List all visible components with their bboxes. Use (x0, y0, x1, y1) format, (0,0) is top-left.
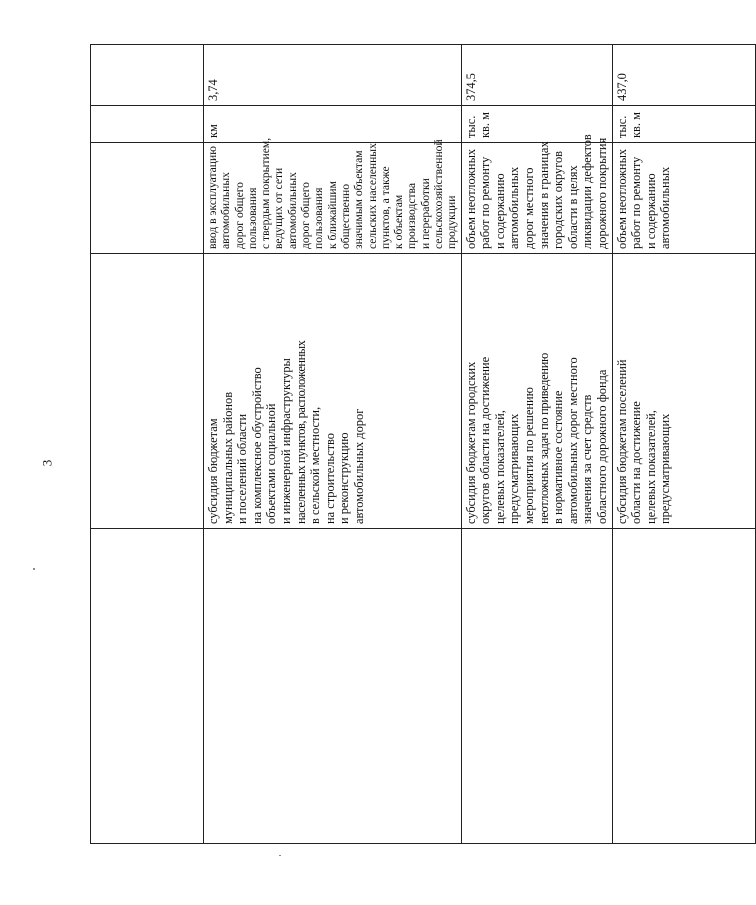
blank-cell (612, 529, 755, 844)
description-cell (612, 254, 755, 529)
text-line: и поселений области (235, 413, 250, 524)
text-line: объем неотложных (614, 148, 629, 249)
text-line: значимым объектам (352, 150, 366, 249)
text-line: на комплексное обустройство (249, 367, 264, 524)
unit-cell: км (204, 106, 462, 143)
scan-speck (33, 568, 35, 570)
text-line: работ по ремонту (629, 156, 644, 249)
text-line: области на достижение (629, 401, 644, 524)
text-line: городских округов (551, 150, 566, 249)
text-line: субсидия бюджетам городских (463, 361, 478, 524)
text-line: населенных пунктов, расположенных (293, 340, 308, 524)
text-line: мероприятия по решению (522, 387, 537, 524)
text-line: работ по ремонту (478, 156, 493, 249)
text-line: дорог общего (232, 182, 246, 249)
text-line: дорожного покрытия (594, 137, 609, 249)
blank-top-row (91, 45, 204, 844)
text-line: и переработки (418, 178, 432, 249)
text-line: автомобильных дорог местного (565, 357, 580, 524)
value-cell: 437,0 (612, 45, 755, 106)
text-line: субсидия бюджетам поселений (614, 359, 629, 524)
text-line: к ближайшим (325, 181, 339, 249)
text-line: автомобильных (658, 166, 673, 249)
text-line: и содержанию (643, 173, 658, 249)
text-line: дорог местного (522, 167, 537, 249)
text-line: ведущих от сети (272, 167, 286, 249)
value-cell: 3,74 (204, 45, 462, 106)
blank-cell (91, 529, 204, 844)
description-cell (204, 254, 462, 529)
text-line: предусматривающих (507, 413, 522, 524)
indicator-cell (204, 137, 462, 254)
blank-cell (91, 106, 204, 143)
text-line: пользования (245, 187, 259, 249)
text-line: сельскохозяйственной (432, 139, 446, 249)
text-line: дорог общего (299, 182, 313, 249)
text-line: ввод в эксплуатацию (206, 146, 219, 249)
text-line: областного дорожного фонда (594, 369, 609, 524)
text-line: и содержанию (492, 173, 507, 249)
blank-cell (461, 529, 612, 844)
text-line: и реконструкцию (337, 432, 352, 524)
value-cell: 374,5 (461, 45, 612, 106)
text-line: целевых показателей, (492, 410, 507, 524)
text-line: муниципальных районов (220, 391, 235, 524)
table-row (461, 45, 612, 844)
rotated-table-wrapper (90, 44, 673, 844)
text-line: и инженерной инфраструктуры (278, 358, 293, 524)
text-line: общественно (338, 183, 352, 249)
text-line: объектами социальной (264, 403, 279, 524)
text-line: автомобильных (285, 172, 299, 249)
unit-cell: тыс. кв. м (461, 106, 612, 143)
table-row (204, 45, 462, 844)
text-line: значения в границах (536, 141, 551, 249)
text-line: автомобильных дорог (351, 408, 366, 524)
text-line: в сельской местности, (308, 406, 323, 524)
indicator-cell (612, 143, 755, 254)
scan-speck (279, 855, 281, 856)
text-line: автомобильных (507, 166, 522, 249)
text-line: области в целях (565, 165, 580, 249)
blank-cell (91, 143, 204, 254)
indicator-table (90, 44, 756, 844)
table-row (612, 45, 755, 844)
text-line: целевых показателей, (643, 410, 658, 524)
blank-cell (91, 254, 204, 529)
text-line: субсидия бюджетам (206, 418, 220, 524)
text-line: значения за счет средств (580, 394, 595, 524)
indicator-cell (461, 134, 612, 254)
text-line: с твердым покрытием, (259, 137, 273, 249)
text-line: ликвидации дефектов (580, 134, 595, 249)
blank-cell (204, 529, 462, 844)
text-line: пунктов, а также (378, 166, 392, 249)
text-line: в нормативное состояние (551, 390, 566, 524)
text-line: сельских населенных (365, 143, 379, 249)
blank-cell (91, 45, 204, 106)
text-line: автомобильных (219, 172, 233, 249)
text-line: округов области на достижение (478, 356, 493, 524)
text-line: производства (405, 182, 419, 249)
text-line: предусматривающих (658, 413, 673, 524)
text-line: неотложных задач по приведению (536, 353, 551, 524)
page-number: 3 (39, 459, 55, 467)
unit-cell: тыс. кв. м (612, 106, 755, 143)
text-line: продукции (445, 195, 459, 249)
text-line: пользования (312, 187, 326, 249)
text-line: к объектам (392, 194, 406, 249)
description-cell (461, 254, 612, 529)
text-line: на строительство (322, 433, 337, 524)
text-line: объем неотложных (463, 148, 478, 249)
